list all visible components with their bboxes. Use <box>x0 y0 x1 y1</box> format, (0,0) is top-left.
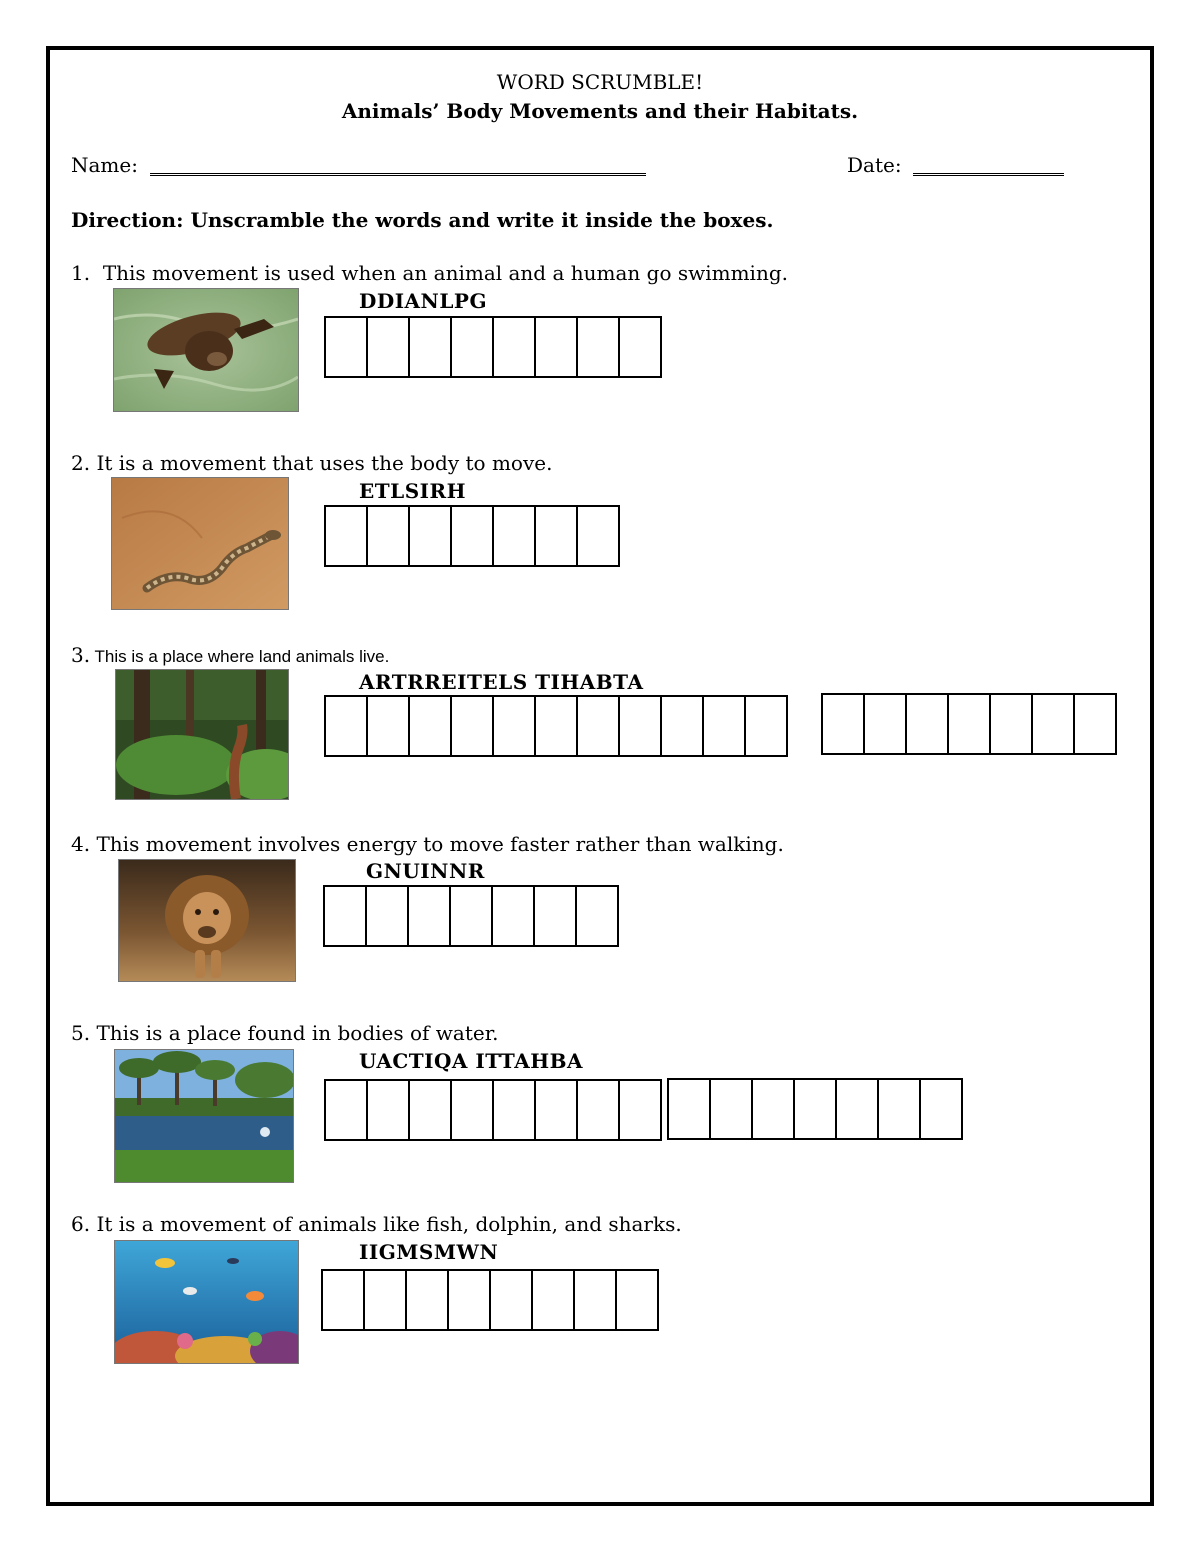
letter-box[interactable] <box>669 1078 711 1140</box>
worksheet-subtitle: Animals’ Body Movements and their Habitats. <box>341 99 859 123</box>
question-text: It is a movement that uses the body to move. <box>96 451 553 475</box>
date-label: Date: <box>847 153 902 177</box>
letter-box[interactable] <box>452 316 494 378</box>
letter-box[interactable] <box>449 1269 491 1331</box>
scrambled-word-3: ARTRREITELS TIHABTA <box>359 670 644 694</box>
letter-box[interactable] <box>617 1269 659 1331</box>
letter-box[interactable] <box>452 1079 494 1141</box>
letter-box[interactable] <box>662 695 704 757</box>
letter-box[interactable] <box>410 505 452 567</box>
letter-box[interactable] <box>577 885 619 947</box>
letter-box[interactable] <box>536 695 578 757</box>
worksheet-title: WORD SCRUMBLE! <box>496 70 704 94</box>
letter-box[interactable] <box>536 316 578 378</box>
answer-boxes-2[interactable] <box>324 505 620 567</box>
letter-box[interactable] <box>326 505 368 567</box>
question-text: It is a movement of animals like fish, dolphin, and sharks. <box>96 1212 682 1236</box>
letter-box[interactable] <box>795 1078 837 1140</box>
letter-box[interactable] <box>368 316 410 378</box>
question-number: 6. <box>71 1212 91 1236</box>
answer-boxes-5a[interactable] <box>324 1079 662 1141</box>
letter-box[interactable] <box>921 1078 963 1140</box>
letter-box[interactable] <box>410 695 452 757</box>
question-text: This movement involves energy to move faster rather than walking. <box>96 832 784 856</box>
question-6 <box>71 1212 682 1236</box>
answer-boxes-5b[interactable] <box>667 1078 963 1140</box>
direction-text: Direction: Unscramble the words and write it inside the boxes. <box>71 208 774 232</box>
letter-box[interactable] <box>494 505 536 567</box>
question-number: 3. <box>71 643 91 667</box>
letter-box[interactable] <box>620 316 662 378</box>
letter-box[interactable] <box>753 1078 795 1140</box>
question-number: 2. <box>71 451 91 475</box>
letter-box[interactable] <box>711 1078 753 1140</box>
letter-box[interactable] <box>704 695 746 757</box>
letter-box[interactable] <box>451 885 493 947</box>
answer-boxes-3a[interactable] <box>324 695 788 757</box>
letter-box[interactable] <box>493 885 535 947</box>
answer-boxes-3b[interactable] <box>821 693 1117 755</box>
letter-box[interactable] <box>1033 693 1075 755</box>
letter-box[interactable] <box>323 1269 365 1331</box>
letter-box[interactable] <box>325 885 367 947</box>
letter-box[interactable] <box>865 693 907 755</box>
date-line[interactable] <box>913 173 1064 176</box>
question-number: 5. <box>71 1021 91 1045</box>
letter-box[interactable] <box>367 885 409 947</box>
question-2 <box>71 451 552 475</box>
letter-box[interactable] <box>535 885 577 947</box>
letter-box[interactable] <box>578 505 620 567</box>
letter-box[interactable] <box>1075 693 1117 755</box>
question-5 <box>71 1021 498 1045</box>
question-1 <box>71 261 788 285</box>
letter-box[interactable] <box>368 695 410 757</box>
letter-box[interactable] <box>407 1269 449 1331</box>
scrambled-word-5: UACTIQA ITTAHBA <box>359 1049 584 1073</box>
scrambled-word-2: ETLSIRH <box>359 479 467 503</box>
scrambled-word-4: GNUINNR <box>366 859 485 883</box>
letter-box[interactable] <box>575 1269 617 1331</box>
letter-box[interactable] <box>879 1078 921 1140</box>
coral-reef-image <box>114 1240 299 1364</box>
letter-box[interactable] <box>991 693 1033 755</box>
letter-box[interactable] <box>536 505 578 567</box>
letter-box[interactable] <box>823 693 865 755</box>
letter-box[interactable] <box>452 505 494 567</box>
question-number: 4. <box>71 832 91 856</box>
forest-image <box>115 669 289 800</box>
question-text: This is a place where land animals live. <box>94 647 390 666</box>
letter-box[interactable] <box>368 1079 410 1141</box>
letter-box[interactable] <box>746 695 788 757</box>
letter-box[interactable] <box>365 1269 407 1331</box>
letter-box[interactable] <box>494 316 536 378</box>
question-text: This movement is used when an animal and a human go swimming. <box>102 261 788 285</box>
letter-box[interactable] <box>452 695 494 757</box>
question-text: This is a place found in bodies of water. <box>96 1021 499 1045</box>
scrambled-word-6: IIGMSMWN <box>359 1240 499 1264</box>
otter-image <box>113 288 299 412</box>
letter-box[interactable] <box>578 1079 620 1141</box>
river-image <box>114 1049 294 1183</box>
letter-box[interactable] <box>326 695 368 757</box>
lion-image <box>118 859 296 982</box>
name-line[interactable] <box>150 173 646 176</box>
question-number: 1. <box>71 261 91 285</box>
letter-box[interactable] <box>326 1079 368 1141</box>
letter-box[interactable] <box>533 1269 575 1331</box>
name-label: Name: <box>71 153 138 177</box>
letter-box[interactable] <box>494 695 536 757</box>
letter-box[interactable] <box>409 885 451 947</box>
letter-box[interactable] <box>536 1079 578 1141</box>
answer-boxes-4[interactable] <box>323 885 619 947</box>
answer-boxes-1[interactable] <box>324 316 662 378</box>
letter-box[interactable] <box>578 316 620 378</box>
snake-image <box>111 477 289 610</box>
letter-box[interactable] <box>907 693 949 755</box>
question-3 <box>71 643 389 667</box>
question-4 <box>71 832 784 856</box>
letter-box[interactable] <box>491 1269 533 1331</box>
answer-boxes-6[interactable] <box>321 1269 659 1331</box>
letter-box[interactable] <box>326 316 368 378</box>
letter-box[interactable] <box>837 1078 879 1140</box>
letter-box[interactable] <box>578 695 620 757</box>
letter-box[interactable] <box>410 316 452 378</box>
letter-box[interactable] <box>410 1079 452 1141</box>
letter-box[interactable] <box>620 695 662 757</box>
scrambled-word-1: DDIANLPG <box>359 289 488 313</box>
letter-box[interactable] <box>494 1079 536 1141</box>
letter-box[interactable] <box>368 505 410 567</box>
letter-box[interactable] <box>620 1079 662 1141</box>
letter-box[interactable] <box>949 693 991 755</box>
